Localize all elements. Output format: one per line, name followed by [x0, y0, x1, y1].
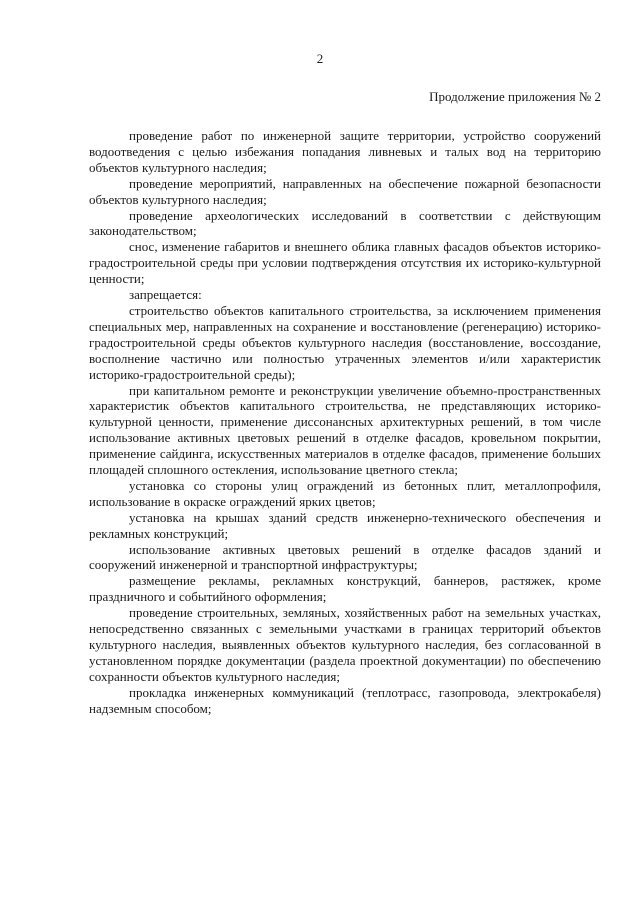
paragraph-fire-safety: проведение мероприятий, направленных на обеспечение пожарной безопасности объектов культурного наследия;: [89, 175, 601, 207]
paragraph-demolition: снос, изменение габаритов и внешнего облика главных фасадов объектов историко-градостроительной среды при условии подтверждения отсутствия их историко-культурной ценности;: [89, 239, 601, 287]
paragraph-roof-equipment: установка на крышах зданий средств инженерно-технического обеспечения и рекламных конструкций;: [89, 509, 601, 541]
page-number: 2: [316, 51, 324, 66]
paragraph-archaeology: проведение археологических исследований в соответствии с действующим законодательством;: [89, 207, 601, 239]
paragraph-construction: строительство объектов капитального строительства, за исключением применения специальных мер, направленных на сохранение и восстановление (регенерацию) историко-градостроительной среды объектов культурного наследия (восстановление, воссоздание, восполнение частично или полностью утраченных элементов и/или характеристик историко-градостроительной среды);: [89, 302, 601, 382]
paragraph-earthworks: проведение строительных, земляных, хозяйственных работ на земельных участках, непосредственно связанных с земельными участками в границах территорий объектов культурного наследия, выявленных объектов культурного наследия, без согласованной в установленном порядке документации (раздела проектной документации) по обеспечению сохранности объектов культурного наследия;: [89, 605, 601, 684]
paragraph-advertising: размещение рекламы, рекламных конструкций, баннеров, растяжек, кроме праздничного и событийного оформления;: [89, 573, 601, 605]
paragraph-utilities: прокладка инженерных коммуникаций (теплотрасс, газопровода, электрокабеля) надземным способом;: [89, 684, 601, 716]
paragraph-fencing: установка со стороны улиц ограждений из бетонных плит, металлопрофиля, использование в окраске ограждений ярких цветов;: [89, 477, 601, 509]
document-body: [89, 128, 601, 717]
paragraph-prohibited-heading: запрещается:: [129, 287, 202, 303]
appendix-continuation-header: Продолжение приложения № 2: [429, 89, 601, 104]
paragraph-engineering-protection: проведение работ по инженерной защите территории, устройство сооружений водоотведения с целью избежания попадания ливневых и талых вод на территорию объектов культурного наследия;: [89, 128, 601, 175]
paragraph-color-solutions: использование активных цветовых решений в отделке фасадов зданий и сооружений инженерной и транспортной инфраструктуры;: [89, 541, 601, 573]
paragraph-renovation: при капитальном ремонте и реконструкции увеличение объемно-пространственных характеристик объектов капитального строительства, не представляющих историко-культурной ценности, применение диссонансных архитектурных решений, в том числе использование активных цветовых решений в отделке фасадов, кровельном покрытии, применение сайдинга, искусственных материалов в отделке фасадов, применение больших площадей сплошного остекления, использование цветного стекла;: [89, 382, 601, 478]
